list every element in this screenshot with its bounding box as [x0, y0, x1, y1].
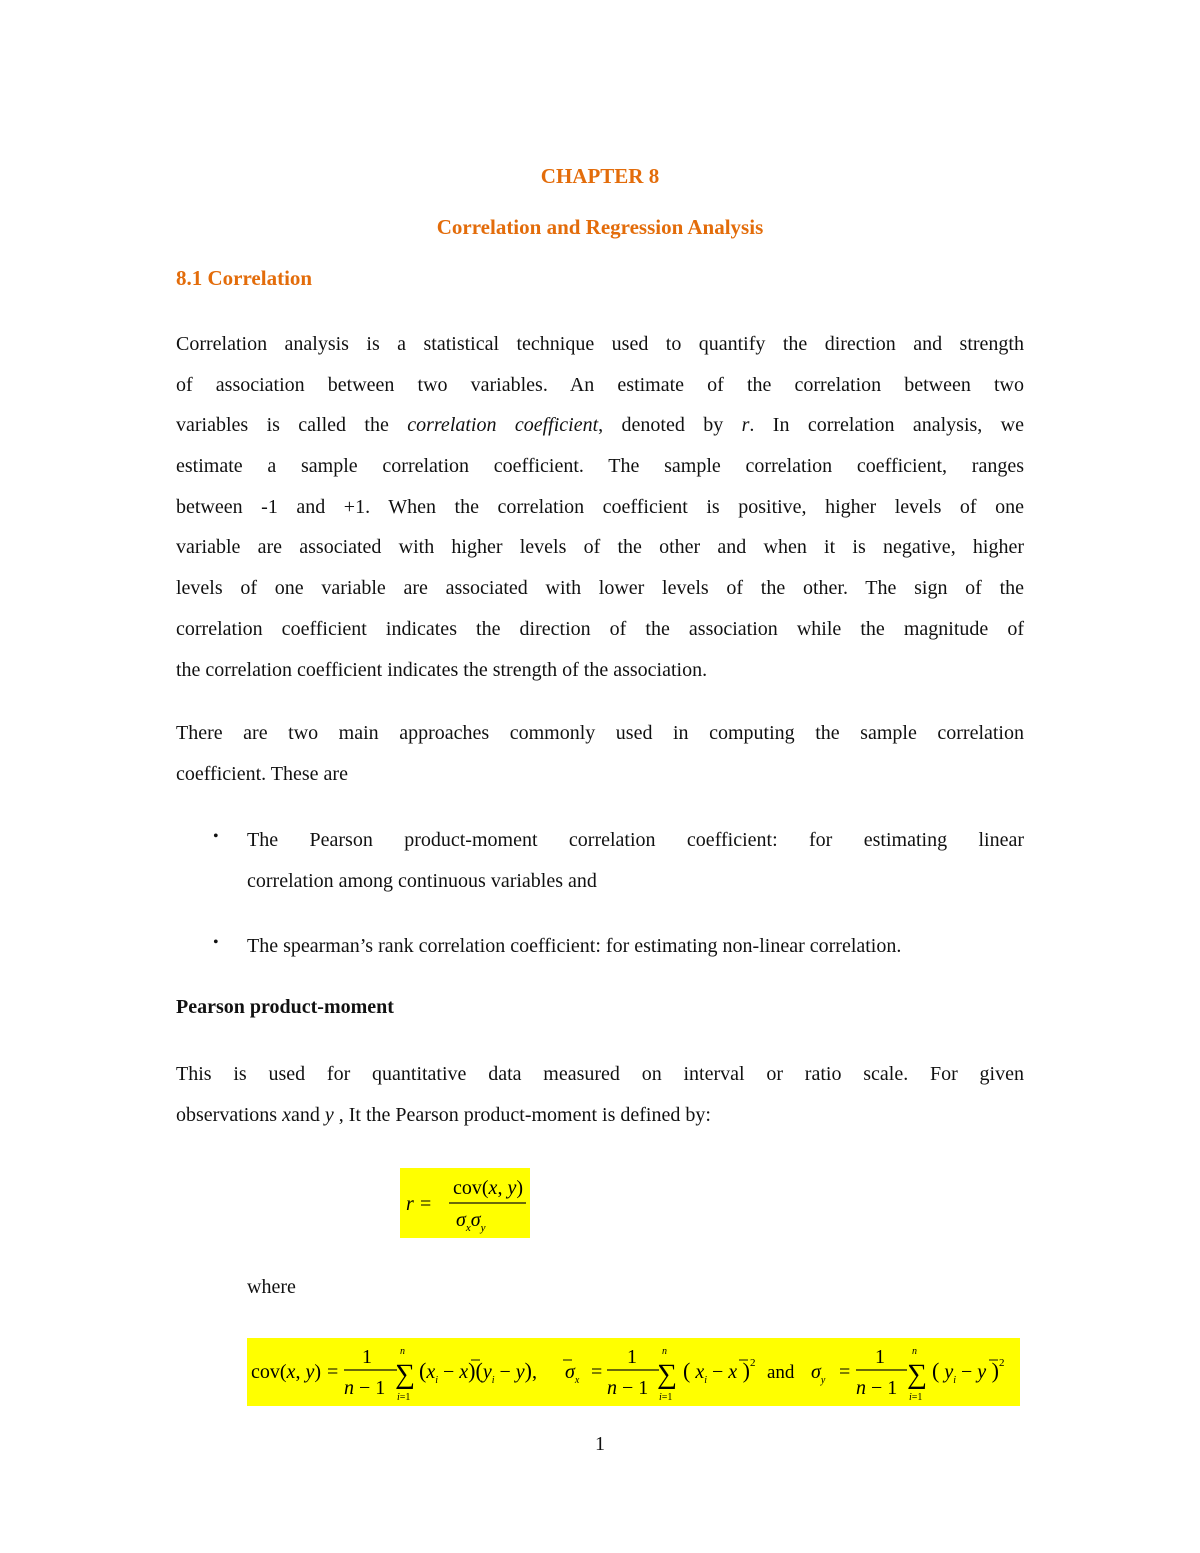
text-line: The Pearson product-moment correlation coefficient: for estimating linear	[247, 829, 1024, 851]
formula-numerator: cov(x, y)	[453, 1177, 523, 1199]
sigma-x: $\sigma_x$	[565, 1361, 580, 1386]
sum-lower: i=1	[909, 1392, 923, 1403]
text-fragment: . In correlation analysis, we	[749, 414, 1024, 437]
formula-pearson-r	[400, 1168, 530, 1238]
bullet-icon: •	[213, 934, 219, 951]
cov-term: $(x_i - x)(y_i - y)$,	[419, 1358, 537, 1386]
text-line: correlation among continuous variables and	[247, 869, 597, 892]
text-line: the correlation coefficient indicates the strength of the association.	[176, 658, 708, 681]
sigma-x-term: ( $x_i - x$ )$^2$	[683, 1357, 756, 1386]
sum-upper: n	[662, 1346, 667, 1357]
bullet-icon: •	[213, 828, 219, 845]
n-minus-one: n − 1	[607, 1377, 649, 1399]
formula-pearson-svg	[400, 1168, 530, 1238]
where-label: where	[247, 1276, 296, 1298]
sum-icon: ∑	[657, 1359, 677, 1390]
one: 1	[875, 1346, 885, 1368]
text-line: levels of one variable are associated with lower levels of the other. The sign of the	[176, 577, 1024, 600]
sum-upper: n	[400, 1346, 405, 1357]
text-fragment: and	[290, 1103, 325, 1126]
variable-x: x	[282, 1103, 291, 1126]
n-minus-one: n − 1	[344, 1377, 386, 1399]
formula-definitions	[247, 1338, 1020, 1406]
sum-icon: ∑	[395, 1359, 415, 1390]
text-line-with-vars	[176, 1095, 1024, 1136]
text-fragment: observations	[176, 1103, 283, 1126]
n-minus-one: n − 1	[856, 1377, 898, 1399]
one: 1	[362, 1346, 372, 1368]
sum-upper: n	[912, 1346, 917, 1357]
paragraph-correlation-intro	[176, 324, 1024, 690]
text-line: correlation coefficient indicates the direction of the association while the magnitude of	[176, 617, 1024, 640]
equals: =	[327, 1361, 339, 1383]
formula-denominator: $\sigma_x\sigma_y$	[456, 1209, 486, 1234]
chapter-title: Correlation and Regression Analysis	[436, 215, 764, 239]
equals: =	[591, 1361, 603, 1383]
formula-r: r	[406, 1193, 414, 1215]
cov-lhs: cov(x, y)	[251, 1361, 321, 1383]
sum-icon: ∑	[907, 1359, 927, 1390]
text-line: between -1 and +1. When the correlation coefficient is positive, higher levels of one	[176, 495, 1024, 518]
page-number: 1	[595, 1433, 605, 1455]
bullet-text	[247, 926, 1024, 967]
term-correlation-coefficient: correlation coefficient	[407, 414, 599, 437]
one: 1	[627, 1346, 637, 1368]
chapter-label: CHAPTER 8	[540, 164, 660, 188]
text-line: coefficient. These are	[176, 762, 348, 785]
paragraph-pearson-definition	[176, 1054, 1024, 1135]
variable-r: r	[741, 414, 750, 437]
variable-y: y	[324, 1103, 334, 1126]
subheading-pearson: Pearson product-moment	[176, 996, 394, 1018]
text-fragment: , It the Pearson product-moment is defined by:	[333, 1103, 711, 1126]
sum-lower: i=1	[659, 1392, 673, 1403]
text-line-with-term	[176, 405, 1024, 446]
text-line: This is used for quantitative data measured on interval or ratio scale. For given	[176, 1063, 1024, 1085]
paragraph-approaches	[176, 713, 1024, 794]
formula-equals: =	[420, 1193, 432, 1215]
bullet-text	[247, 820, 1024, 901]
text-line: variable are associated with higher levels of the other and when it is negative, higher	[176, 536, 1024, 559]
text-line: The spearman’s rank correlation coefficient: for estimating non-linear correlation.	[247, 935, 902, 957]
text-fragment: variables is called the	[176, 414, 408, 437]
text-fragment: , denoted by	[598, 414, 742, 437]
formula-definitions-svg	[247, 1338, 1020, 1406]
and-word: and	[767, 1362, 795, 1383]
equals: =	[839, 1361, 851, 1383]
section-heading: 8.1 Correlation	[176, 266, 313, 290]
text-line: estimate a sample correlation coefficient. The sample correlation coefficient, ranges	[176, 455, 1024, 478]
text-line: of association between two variables. An estimate of the correlation between two	[176, 373, 1024, 396]
sigma-y: $\sigma_y$	[811, 1361, 826, 1386]
text-line: There are two main approaches commonly used in computing the sample correlation	[176, 722, 1024, 744]
sum-lower: i=1	[397, 1392, 411, 1403]
sigma-y-term: ( $y_i - y$ )$^2$	[932, 1357, 1005, 1386]
text-line: Correlation analysis is a statistical technique used to quantify the direction and strength	[176, 333, 1024, 355]
